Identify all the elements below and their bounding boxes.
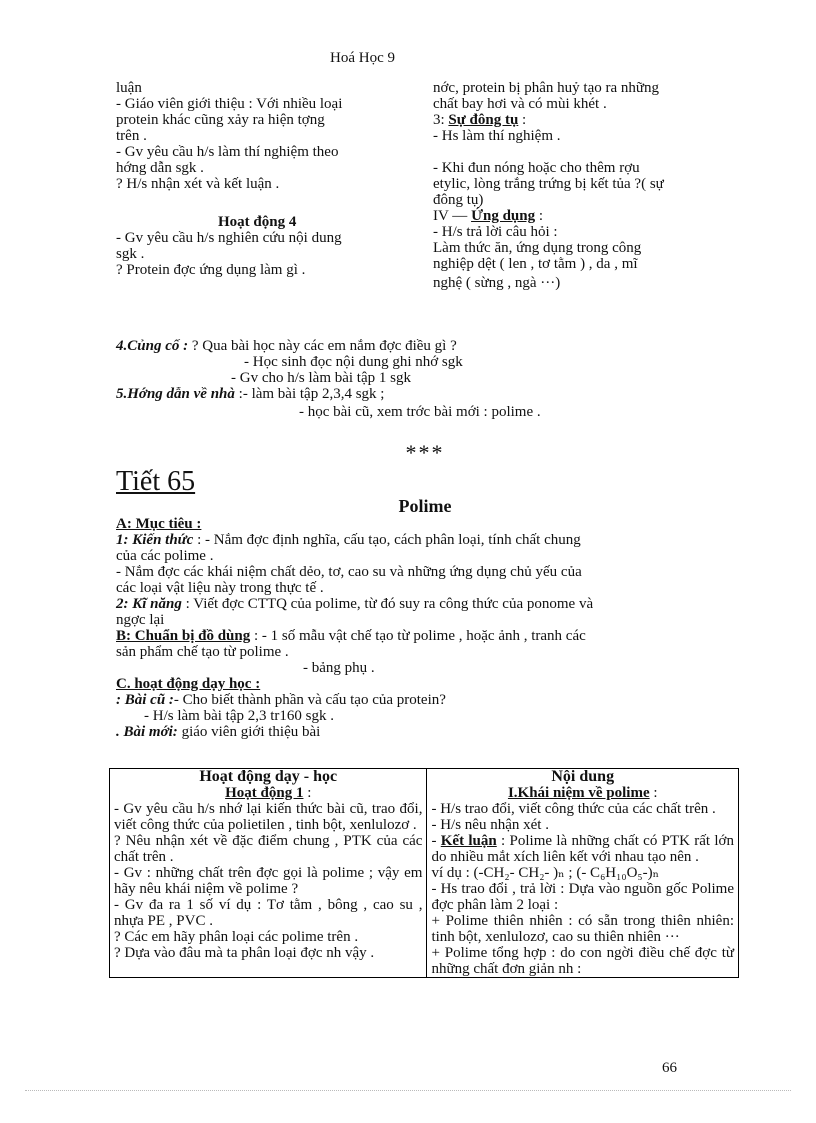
- example-formula: ví dụ : (-CH₂- CH₂- )ₙ ; (- C₆H₁₀O₅-)ₙ: [431, 865, 660, 881]
- text-line: ngợc lại: [116, 612, 165, 628]
- text-line: - H/s trả lời câu hỏi :: [433, 224, 558, 240]
- right-column: [433, 80, 733, 291]
- text-line: Làm thức ăn, ứng dụng trong công: [433, 240, 642, 256]
- text-line: - Học sinh đọc nội dung ghi nhớ sgk: [244, 354, 463, 370]
- text-block: - Gv đa ra 1 số ví dụ : Tơ tằm , bông , cao su , nhựa PE , PVC .: [114, 897, 423, 929]
- text-line: chất bay hơi và có mùi khét .: [433, 96, 607, 112]
- page-header: Hoá Học 9: [330, 50, 395, 66]
- section-heading: IV — Ứng dụng :: [433, 208, 544, 224]
- page-number: 66: [662, 1060, 677, 1076]
- text-line: sgk .: [116, 246, 145, 262]
- text-line: - Khi đun nóng hoặc cho thêm rợu: [433, 160, 640, 176]
- text-line: - Nắm đợc các khái niệm chất dẻo, tơ, cao su và những ứng dụng chủ yếu của: [116, 564, 582, 580]
- content-column: Nội dung I.Khái niệm về polime : - H/s trao đổi, viết công thức của các chất trên . - H/s nêu nhận xét . - Kết luận : Polime là những chất có PTK rất lớn do nhiều mắt xích liên kết với nhau tạo nên . ví dụ : (-CH₂- CH₂- )ₙ ; (- C₆H₁₀O₅-)ₙ - Hs trao đổi , trả lời : Dựa vào nguồn gốc Polime đợc phân làm 2 loại : + Polime thiên nhiên : có sẵn trong thiên nhiên: tinh bột, xenlulozơ, cao su thiên nhiên ··· + Polime tổng hợp : do con ngời điều chế đợc từ những chất đơn giản nh :: [427, 769, 739, 978]
- text-line: - bảng phụ .: [303, 660, 375, 676]
- text-line: trên .: [116, 128, 147, 144]
- lesson-table: [109, 768, 739, 978]
- lesson-number: Tiết 65: [116, 466, 196, 497]
- divider-stars: ***: [405, 440, 445, 465]
- section-heading: 3: Sự đông tụ :: [433, 112, 527, 128]
- text-block: - Gv yêu cầu h/s nhớ lại kiến thức bài cũ, trao đổi, viết công thức của polietilen , tinh bột, xenlulozơ .: [114, 801, 423, 833]
- text-line: - Gv yêu cầu h/s làm thí nghiệm theo: [116, 144, 339, 160]
- text-line: luận: [116, 80, 142, 96]
- conclusion-label: Kết luận: [440, 833, 497, 849]
- column-header: Nội dung: [551, 768, 615, 785]
- text-block: ? Dựa vào đâu mà ta phân loại đợc nh vậy .: [114, 945, 375, 961]
- column-header: Hoạt động dạy - học: [199, 768, 338, 785]
- page-bottom-divider: [25, 1090, 791, 1091]
- consolidation-label: 4.Củng cố :: [116, 338, 189, 354]
- text-block: ? Các em hãy phân loại các polime trên .: [114, 929, 359, 945]
- text-block: - Hs trao đổi , trả lời : Dựa vào nguồn gốc Polime đợc phân làm 2 loại :: [431, 881, 734, 913]
- section-heading: A: Mục tiêu :: [116, 516, 202, 532]
- text-line: hớng dẫn sgk .: [116, 160, 204, 176]
- text-block: + Polime tổng hợp : do con ngời điều chế đợc từ những chất đơn giản nh :: [431, 945, 734, 977]
- text-line: - Gv yêu cầu h/s nghiên cứu nội dung: [116, 230, 342, 246]
- text-line: nghiệp dệt ( len , tơ tằm ) , da , mĩ: [433, 256, 638, 272]
- text-line: đông tụ): [433, 192, 484, 208]
- text-line: - Hs làm thí nghiệm .: [433, 128, 561, 144]
- section-heading: C. hoạt động dạy học :: [116, 676, 261, 692]
- text-line: nớc, protein bị phân huỷ tạo ra những: [433, 80, 660, 96]
- activity-heading: Hoạt động 1: [225, 785, 304, 801]
- text-line: - Giáo viên giới thiệu : Với nhiều loại: [116, 96, 343, 112]
- text-line: sản phẩm chế tạo từ polime .: [116, 644, 289, 660]
- consolidation: 4.Củng cố : ? Qua bài học này các em nắm đợc điều gì ? - Học sinh đọc nội dung ghi nhớ sgk - Gv cho h/s làm bài tập 1 sgk 5.Hớng dẫn về nhà :- làm bài tập 2,3,4 sgk ; - học bài cũ, xem trớc bài mới : polime .: [116, 338, 736, 420]
- text-line: nghệ ( sừng , ngà ···): [433, 275, 561, 291]
- left-column: [116, 80, 406, 278]
- text-line: protein khác cũng xảy ra hiện tợng: [116, 112, 325, 128]
- text-line: ? H/s nhận xét và kết luận .: [116, 176, 280, 192]
- text-block: - H/s trao đổi, viết công thức của các chất trên .: [431, 801, 716, 817]
- text-block: + Polime thiên nhiên : có sẵn trong thiên nhiên: tinh bột, xenlulozơ, cao su thiên nhiên ···: [431, 913, 734, 945]
- homework-label: 5.Hớng dẫn về nhà: [116, 386, 235, 402]
- page-title: Polime: [398, 496, 452, 516]
- text-line: etylic, lòng trắng trứng bị kết tủa ?( sự: [433, 176, 664, 192]
- lesson-body: A: Mục tiêu : 1: Kiến thức : - Nắm đợc định nghĩa, cấu tạo, cách phân loại, tính chất chung của các polime . - Nắm đợc các khái niệm chất dẻo, tơ, cao su và những ứng dụng chủ yếu của các loại vật liệu này trong thực tế . 2: Kĩ năng : Viết đợc CTTQ của polime, từ đó suy ra công thức của ponome và ngợc lại B: Chuẩn bị đồ dùng : - 1 số mẫu vật chế tạo từ polime , hoặc ảnh , tranh các sản phẩm chế tạo từ polime . - bảng phụ . C. hoạt động dạy học : : Bài cũ :- Cho biết thành phần và cấu tạo của protein? - H/s làm bài tập 2,3 tr160 sgk . . Bài mới: giáo viên giới thiệu bài: [116, 516, 738, 740]
- text-block: - H/s nêu nhận xét .: [431, 817, 549, 833]
- section-heading: I.Khái niệm về polime: [507, 785, 650, 801]
- text-block: - Gv : những chất trên đợc gọi là polime ; vậy em hãy nêu khái niệm về polime ?: [114, 865, 423, 897]
- text-block: ? Nêu nhận xét về đặc điểm chung , PTK của các chất trên .: [114, 833, 423, 865]
- text-line: ? Protein đợc ứng dụng làm gì .: [116, 262, 306, 278]
- text-line: của các polime .: [116, 548, 214, 564]
- text-line: - Gv cho h/s làm bài tập 1 sgk: [231, 370, 411, 386]
- text-line: - H/s làm bài tập 2,3 tr160 sgk .: [144, 708, 334, 724]
- text-line: các loại vật liệu này trong thực tế .: [116, 580, 324, 596]
- text-line: - học bài cũ, xem trớc bài mới : polime .: [299, 404, 541, 420]
- teaching-column: Hoạt động dạy - học Hoạt động 1 : - Gv yêu cầu h/s nhớ lại kiến thức bài cũ, trao đổi, viết công thức của polietilen , tinh bột, xenlulozơ . ? Nêu nhận xét về đặc điểm chung , PTK của các chất trên . - Gv : những chất trên đợc gọi là polime ; vậy em hãy nêu khái niệm về polime ? - Gv đa ra 1 số ví dụ : Tơ tằm , bông , cao su , nhựa PE , PVC . ? Các em hãy phân loại các polime trên . ? Dựa vào đâu mà ta phân loại đợc nh vậy .: [110, 769, 427, 978]
- activity-heading: Hoạt động 4: [218, 214, 297, 230]
